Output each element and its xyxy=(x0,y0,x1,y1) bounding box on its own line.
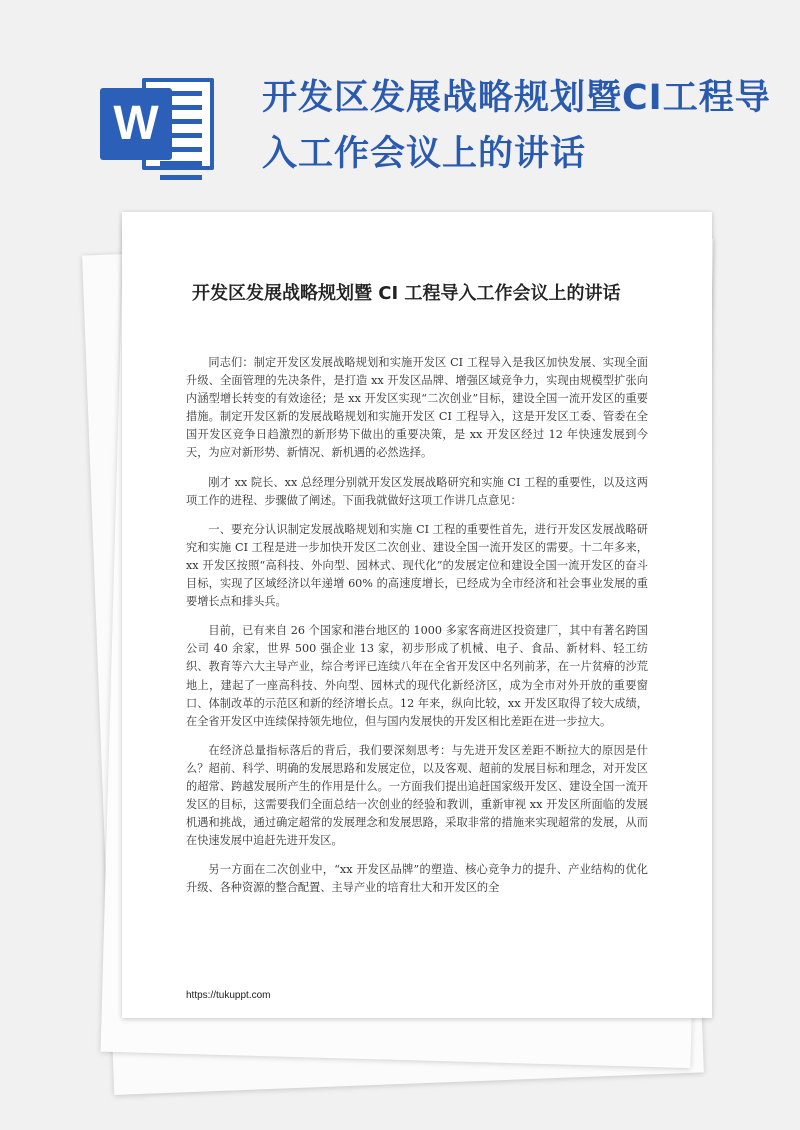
document-body xyxy=(186,354,648,909)
document-page xyxy=(122,212,712,1018)
document-title: 开发区发展战略规划暨 CI 工程导入工作会议上的讲话 xyxy=(192,283,621,304)
header-title: 开发区发展战略规划暨CI工程导入工作会议上的讲话 xyxy=(262,78,771,174)
paragraph: 在经济总量指标落后的背后，我们要深刻思考：与先进开发区差距不断拉大的原因是什么？超前、科学、明确的发展思路和发展定位，以及客观、超前的发展目标和理念，对开发区的超常、跨越发展所产生的作用是什么。一方面我们提出追赶国家级开发区、建设全国一流开发区的目标，这需要我们全面总结一次创业的经验和教训，重新审视 xx 开发区所面临的发展机遇和挑战，通过确定超常的发展理念和发展思路，采取非常的措施来实现超常的发展，从而在快速发展中追赶先进开发区。 xyxy=(186,743,648,848)
word-w-tile: W xyxy=(100,88,172,160)
footer-url: https://tukuppt.com xyxy=(186,990,271,1001)
paragraph: 一、要充分认识制定发展战略规划和实施 CI 工程的重要性首先，进行开发区发展战略研究和实施 CI 工程是进一步加快开发区二次创业、建设全国一流开发区的需要。十二年多来，xx 开发区按照“高科技、外向型、园林式、现代化”的发展定位和建设全国一流开发区的奋斗目标，实现了区域经济以年递增 60% 的高速度增长，已经成为全市经济和社会事业发展的重要增长点和排头兵。 xyxy=(186,522,648,609)
paragraph: 同志们：制定开发区发展战略规划和实施开发区 CI 工程导入是我区加快发展、实现全面升级、全面管理的先决条件，是打造 xx 开发区品牌、增强区域竞争力，实现由规模型扩张向内涵型增长转变的有效途径；是 xx 开发区实现“二次创业”目标，建设全国一流开发区的重要措施。制定开发区新的发展战略规划和实施开发区 CI 工程导入，这是开发区工委、管委在全国开发区竞争日趋激烈的新形势下做出的重要决策，是 xx 开发区经过 12 年快速发展到今天，为应对新形势、新情况、新机遇的必然选择。 xyxy=(186,356,648,460)
paragraph: 刚才 xx 院长、xx 总经理分别就开发区发展战略研究和实施 CI 工程的重要性，以及这两项工作的进程、步骤做了阐述。下面我就做好这项工作讲几点意见： xyxy=(186,475,648,507)
word-icon xyxy=(100,66,216,182)
paragraph: 另一方面在二次创业中，“xx 开发区品牌”的塑造、核心竞争力的提升、产业结构的优化升级、各种资源的整合配置、主导产业的培育壮大和开发区的全 xyxy=(186,863,648,895)
header xyxy=(0,0,800,200)
paragraph: 目前，已有来自 26 个国家和港台地区的 1000 多家客商进区投资建厂，其中有著名跨国公司 40 余家，世界 500 强企业 13 家，初步形成了机械、电子、食品、新材料、轻工纺织、教育等六大主导产业，综合考评已连续八年在全省开发区中名列前茅，在一片贫瘠的沙荒地上，建起了一座高科技、外向型、园林式的现代化新经济区，成为全市对外开放的重要窗口、体制改革的示范区和新的经济增长点。12 年来，纵向比较，xx 开发区取得了较大成绩，在全省开发区中连续保持领先地位，但与国内发展快的开发区相比差距在进一步拉大。 xyxy=(186,624,648,728)
